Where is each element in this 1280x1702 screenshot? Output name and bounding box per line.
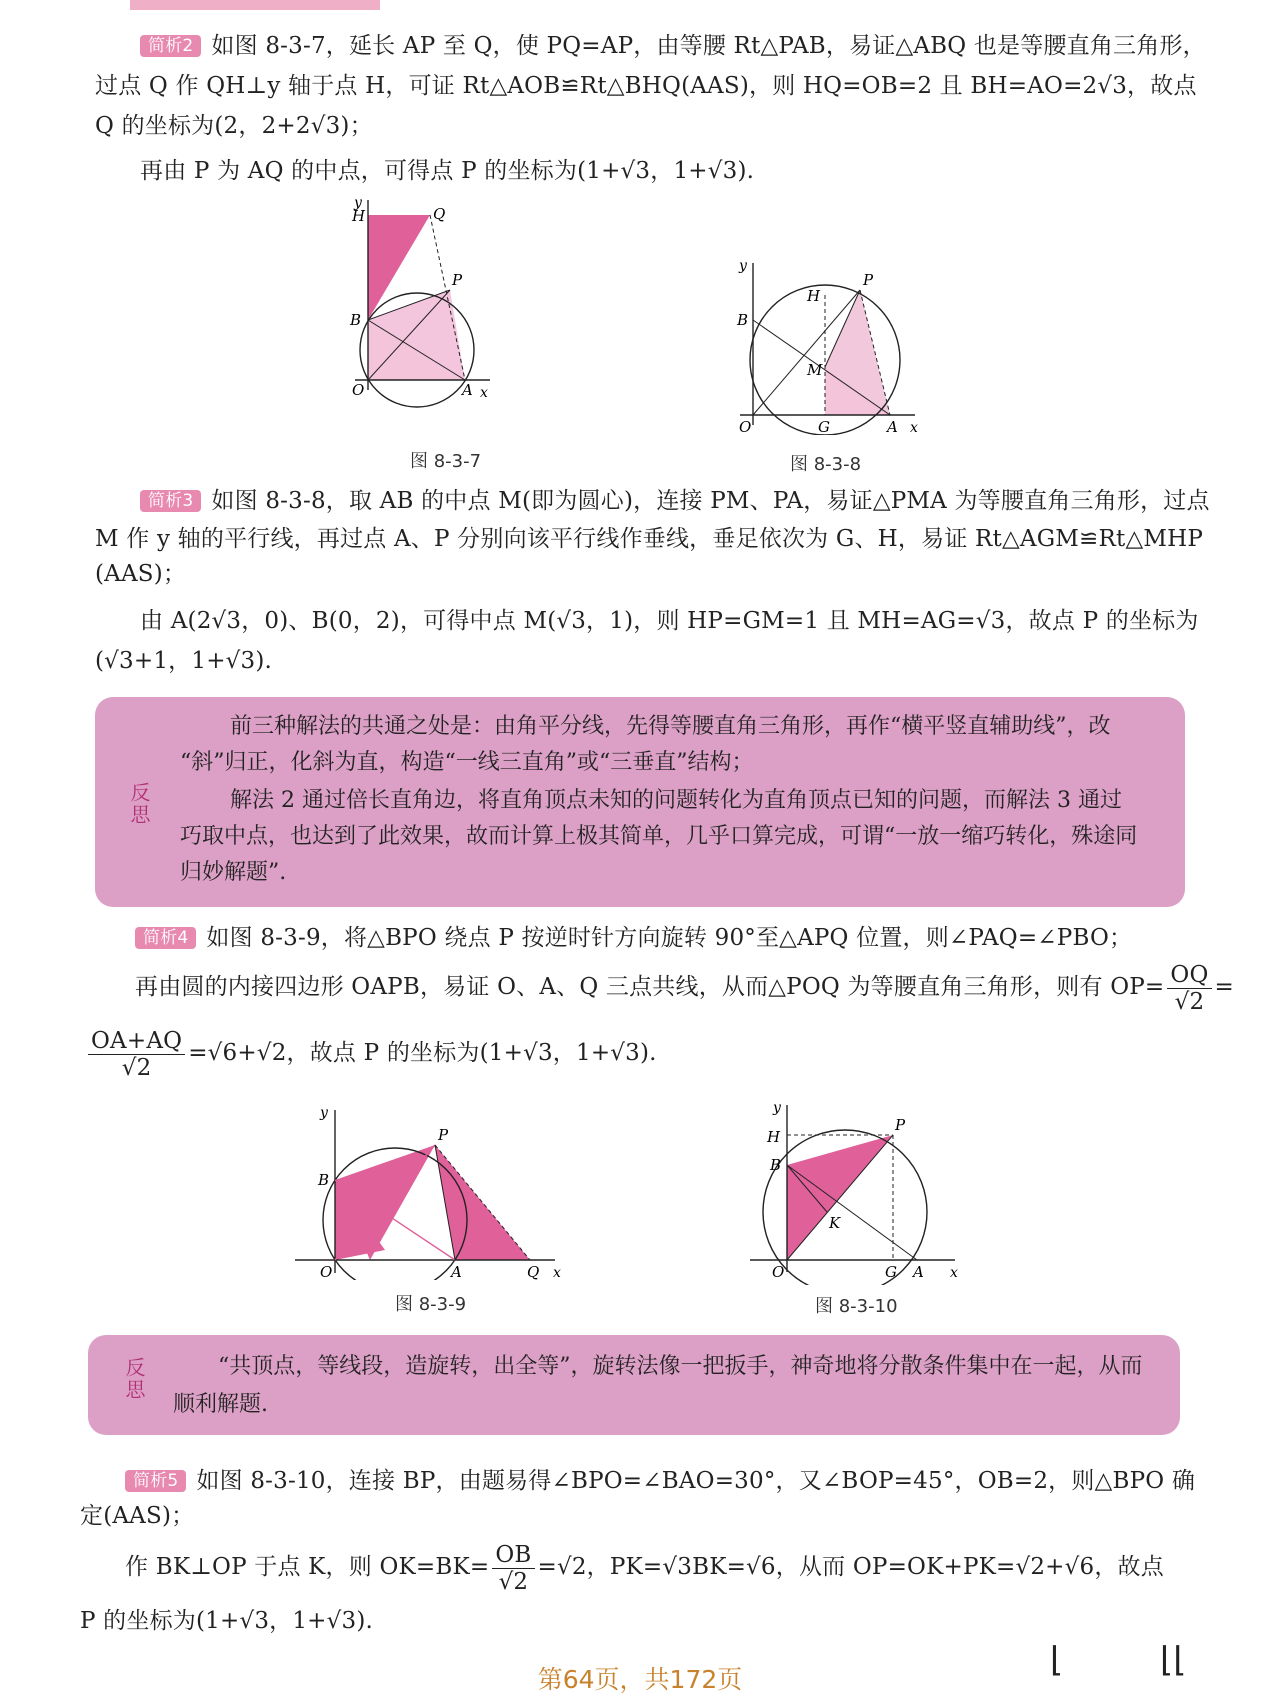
fig839-label-b: B xyxy=(318,1171,330,1189)
fig837-label-b: B xyxy=(350,311,362,329)
fig837-label-x: x xyxy=(480,385,488,401)
section2-line3: (AAS)； xyxy=(95,561,187,587)
fig8310-label-p: P xyxy=(895,1116,906,1134)
handwritten-mark-left: ⌊ xyxy=(1050,1640,1064,1680)
fig837-label-o: O xyxy=(352,381,365,399)
reflection1-line2: “斜”归正，化斜为直，构造“一线三直角”或“三垂直”结构； xyxy=(180,750,754,775)
section4-line2: 定(AAS)； xyxy=(80,1503,195,1529)
figure-8-3-8 xyxy=(715,255,935,435)
fraction-ob-over-root2: $\frac{OB}{√2}$ xyxy=(492,1542,534,1595)
reflection-box-1 xyxy=(95,697,1185,907)
reflection1-line5: 归妙解题”. xyxy=(180,860,287,885)
reflection1-line1: 前三种解法的共通之处是：由角平分线，先得等腰直角三角形，再作“横平竖直辅助线”，改 xyxy=(230,714,1111,739)
section1-line3: Q 的坐标为(2，2+2√3)； xyxy=(95,113,373,139)
section2-line1: 简析3 如图 8-3-8，取 AB 的中点 M(即为圆心)，连接 PM、PA，易证△PMA 为等腰直角三角形，过点 xyxy=(140,485,1210,517)
fig838-label-a: A xyxy=(887,418,898,435)
section2-tag: 简析3 xyxy=(140,490,201,512)
fig839-label-y: y xyxy=(320,1105,328,1121)
fig839-caption: 图 8-3-9 xyxy=(395,1294,467,1315)
fig837-label-q: Q xyxy=(433,205,446,223)
figure-8-3-7 xyxy=(340,195,540,425)
section1-line4: 再由 P 为 AQ 的中点，可得点 P 的坐标为(1+√3，1+√3). xyxy=(140,158,755,184)
section2-line2: M 作 y 轴的平行线，再过点 A、P 分别向该平行线作垂线，垂足依次为 G、H，易证 Rt△AGM≌Rt△MHP xyxy=(95,526,1204,552)
section2-line4: 由 A(2√3，0)、B(0，2)，可得中点 M(√3，1)，则 HP=GM=1 且 MH=AG=√3，故点 P 的坐标为 xyxy=(140,608,1199,634)
section3-tag: 简析4 xyxy=(135,927,196,949)
reflection2-line2: 顺利解题. xyxy=(173,1392,268,1417)
reflection2-line1: “共顶点，等线段，造旋转，出全等”，旋转法像一把扳手，神奇地将分散条件集中在一起，从而 xyxy=(218,1354,1143,1379)
fig8310-label-y: y xyxy=(773,1100,781,1116)
fig8310-caption: 图 8-3-10 xyxy=(815,1296,898,1317)
page-counter: 第64页，共172页 xyxy=(537,1665,743,1694)
fig838-label-m: M xyxy=(807,361,823,379)
section2-line5: (√3+1，1+√3). xyxy=(95,648,273,674)
section4-line4: P 的坐标为(1+√3，1+√3). xyxy=(80,1608,374,1634)
fig839-label-a: A xyxy=(451,1263,462,1280)
fig8310-label-k: K xyxy=(829,1214,841,1232)
fig839-label-o: O xyxy=(320,1263,333,1280)
fig839-label-x: x xyxy=(553,1265,561,1280)
section4-line3: 作 BK⊥OP 于点 K，则 OK=BK= $\frac{OB}{√2}$ =√2，PK=√3BK=√6，从而 OP=OK+PK=√2+√6，故点 xyxy=(125,1541,1164,1595)
reflection-box-2 xyxy=(88,1335,1180,1435)
fig839-label-q: Q xyxy=(527,1263,540,1280)
section3-line2: 再由圆的内接四边形 OAPB，易证 O、A、Q 三点共线，从而△POQ 为等腰直角三角形，则有 OP= $\frac{OQ}{√2}$ = xyxy=(135,961,1235,1015)
header-decoration xyxy=(130,0,380,10)
reflection-label-2: 反思 xyxy=(122,1357,146,1401)
fig838-label-p: P xyxy=(863,271,874,289)
section3-line1: 简析4 如图 8-3-9，将△BPO 绕点 P 按逆时针方向旋转 90°至△APQ 位置，则∠PAQ=∠PBO； xyxy=(135,922,1132,954)
fig838-label-g: G xyxy=(818,418,830,435)
section4-line1: 简析5 如图 8-3-10，连接 BP，由题易得∠BPO=∠BAO=30°，又∠BOP=45°，OB=2，则△BPO 确 xyxy=(125,1465,1195,1497)
fig8310-label-h: H xyxy=(767,1128,781,1146)
fig8310-label-b: B xyxy=(770,1156,782,1174)
fig8310-label-a: A xyxy=(913,1263,924,1281)
fig839-label-p: P xyxy=(438,1126,449,1144)
fig838-label-x: x xyxy=(910,420,918,435)
section4-tag: 简析5 xyxy=(125,1470,186,1492)
reflection-label-1: 反思 xyxy=(127,782,151,826)
section1-line1: 简析2 如图 8-3-7，延长 AP 至 Q，使 PQ=AP，由等腰 Rt△PAB，易证△ABQ 也是等腰直角三角形， xyxy=(140,30,1206,62)
figure-8-3-10 xyxy=(745,1100,975,1285)
fig838-label-o: O xyxy=(739,418,752,435)
fraction-oq-over-root2: $\frac{OQ}{√2}$ xyxy=(1167,962,1211,1015)
fig838-label-h: H xyxy=(807,287,821,305)
fig838-caption: 图 8-3-8 xyxy=(790,454,862,475)
fig837-label-y: y xyxy=(354,195,362,211)
fig837-label-a: A xyxy=(462,381,473,399)
section1-tag: 简析2 xyxy=(140,35,201,57)
fig838-label-b: B xyxy=(737,311,749,329)
reflection1-line3: 解法 2 通过倍长直角边，将直角顶点未知的问题转化为直角顶点已知的问题，而解法 3 通过 xyxy=(230,788,1122,813)
fig837-label-h: H xyxy=(352,207,366,225)
figure-8-3-9 xyxy=(295,1105,575,1280)
reflection1-line4: 巧取中点，也达到了此效果，故而计算上极其简单，几乎口算完成，可谓“一放一缩巧转化，殊途同 xyxy=(180,824,1138,849)
fig8310-label-x: x xyxy=(950,1265,958,1281)
fig838-label-y: y xyxy=(739,258,747,274)
handwritten-mark-right: ⌊⌊ xyxy=(1160,1640,1187,1680)
fig8310-label-g: G xyxy=(885,1263,897,1281)
fig837-label-p: P xyxy=(452,271,463,289)
fig837-caption: 图 8-3-7 xyxy=(410,451,482,472)
section3-line3: $\frac{OA+AQ}{√2}$ =√6+√2，故点 P 的坐标为(1+√3，1+√3). xyxy=(85,1026,657,1086)
fig8310-label-o: O xyxy=(772,1263,785,1281)
section1-line2: 过点 Q 作 QH⊥y 轴于点 H，可证 Rt△AOB≌Rt△BHQ(AAS)，则 HQ=OB=2 且 BH=AO=2√3，故点 xyxy=(95,73,1197,99)
fraction-oa-aq-over-root2: $\frac{OA+AQ}{√2}$ xyxy=(88,1028,185,1081)
